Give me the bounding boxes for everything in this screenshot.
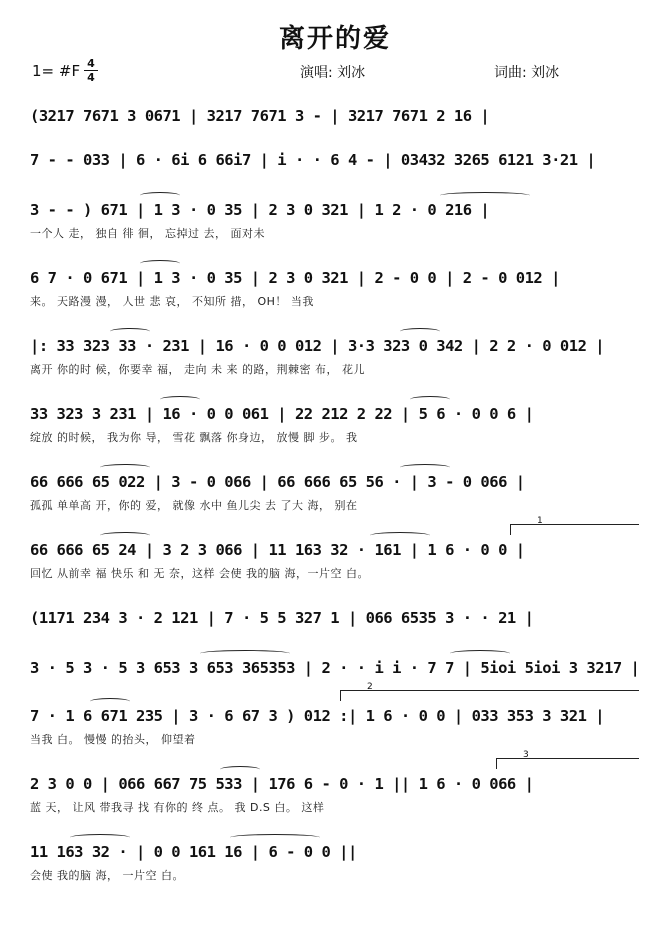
lyric-row: 蓝 天， 让风 带我寻 找 有你的 终 点。 我 D.S 白。 这样: [30, 801, 325, 814]
score-line: [30, 470, 640, 530]
score-line: [30, 682, 640, 764]
notation-row: (3217 7671 3 0671 | 3217 7671 3 - | 3217 7671 2 16 |: [30, 107, 490, 125]
notation-row: 2 3 0 0 | 066 667 75 533 | 176 6 - 0 · 1 || 1 6 · 0 066 |: [30, 775, 534, 793]
time-sig-bottom: 4: [87, 71, 95, 84]
volta-number: 3: [523, 750, 529, 760]
notation-row: 66 666 65 24 | 3 2 3 066 | 11 163 32 · 161 | 1 6 · 0 0 |: [30, 541, 525, 559]
time-sig-top: 4: [87, 57, 95, 70]
score-line: [30, 516, 640, 598]
score-line: [30, 198, 640, 258]
score-line: [30, 750, 640, 832]
notation-row: 6 7 · 0 671 | 1 3 · 0 35 | 2 3 0 321 | 2 - 0 0 | 2 - 0 012 |: [30, 269, 560, 287]
volta-bracket: [510, 516, 639, 535]
key-signature: 1= #F: [32, 62, 81, 80]
singer-credit: 演唱: 刘冰: [300, 65, 366, 81]
notation-row: 7 - - 033 | 6 · 6i 6 66i7 | i · · 6 4 - | 03432 3265 6121 3·21 |: [30, 151, 596, 169]
song-title: 离开的爱: [278, 24, 391, 54]
lyric-row: 会使 我的脑 海， 一片空 白。: [30, 869, 184, 882]
notation-row: |: 33 323 33 · 231 | 16 · 0 0 012 | 3·3 323 0 342 | 2 2 · 0 012 |: [30, 337, 605, 355]
lyric-row: 孤孤 单单高 开，你的 爱， 就像 水中 鱼儿尖 去 了大 海， 别在: [30, 499, 358, 512]
lyric-row: 当我 白。 慢慢 的抬头， 仰望着: [30, 733, 196, 746]
notation-row: 7 · 1 6 671 235 | 3 · 6 67 3 ) 012 :| 1 6 · 0 0 | 033 353 3 321 |: [30, 707, 605, 725]
notation-row: 11 163 32 · | 0 0 161 16 | 6 - 0 0 ||: [30, 843, 357, 861]
lyric-row: 来。 天路漫 漫， 人世 悲 哀， 不知所 措， OH！ 当我: [30, 295, 314, 308]
lyric-row: 离开 你的时 候，你要幸 福， 走向 未 来 的路，荆棘密 布， 花儿: [30, 363, 365, 376]
score-line: [30, 266, 640, 326]
notation-row: 66 666 65 022 | 3 - 0 066 | 66 666 65 56 · | 3 - 0 066 |: [30, 473, 525, 491]
volta-number: 1: [537, 516, 543, 526]
score-line: [30, 840, 640, 900]
volta-bracket: [496, 750, 639, 769]
composer-credit: 词曲: 刘冰: [494, 65, 560, 81]
volta-number: 2: [367, 682, 373, 692]
score-line: [30, 334, 640, 394]
notation-row: 33 323 3 231 | 16 · 0 0 061 | 22 212 2 22 | 5 6 · 0 0 6 |: [30, 405, 534, 423]
volta-bracket: [340, 682, 639, 701]
lyric-row: 一个人 走， 独自 徘 徊， 忘掉过 去， 面对未: [30, 227, 265, 240]
lyric-row: 回忆 从前幸 福 快乐 和 无 奈，这样 会使 我的脑 海，一片空 白。: [30, 567, 369, 580]
notation-row: 3 · 5 3 · 5 3 653 3 653 365353 | 2 · · i i · 7 7 | 5ioi 5ioi 3 3217 |: [30, 659, 640, 677]
lyric-row: 绽放 的时候， 我为你 导， 雪花 飘落 你身边， 放慢 脚 步。 我: [30, 431, 358, 444]
time-signature: [84, 58, 98, 83]
notation-row: (1171 234 3 · 2 121 | 7 · 5 5 327 1 | 066 6535 3 · · 21 |: [30, 609, 534, 627]
score-line: [30, 402, 640, 462]
notation-row: 3 - - ) 671 | 1 3 · 0 35 | 2 3 0 321 | 1 2 · 0 216 |: [30, 201, 490, 219]
